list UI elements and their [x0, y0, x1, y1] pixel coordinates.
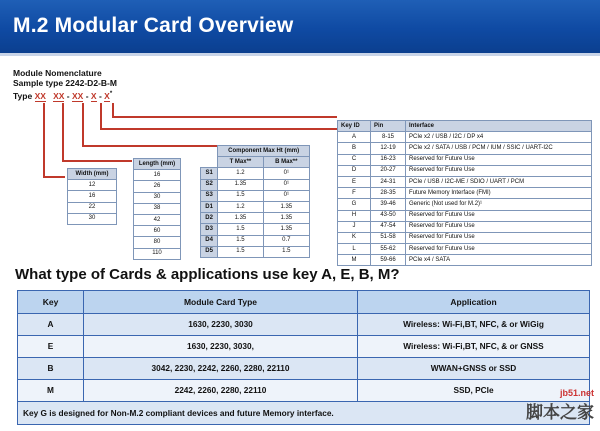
key-cell: E: [18, 336, 84, 358]
b-max-value: 1.35: [263, 201, 309, 212]
watermark-name: 脚本之家: [526, 403, 594, 422]
connector-key2-h: [112, 116, 337, 118]
pin-range: 47-54: [371, 221, 406, 232]
connector-component-v: [82, 103, 84, 146]
key-id: M: [338, 255, 371, 266]
connector-key1-v: [100, 103, 102, 129]
key-id: F: [338, 188, 371, 199]
component-id: D1: [201, 201, 218, 212]
length-value: 42: [134, 214, 181, 225]
key-id: B: [338, 143, 371, 154]
type-separator: -: [85, 91, 91, 101]
card-type-cell: 3042, 2230, 2242, 2260, 2280, 22110: [84, 358, 358, 380]
pin-range: 59-66: [371, 255, 406, 266]
type-separator: -: [66, 91, 72, 101]
key-id: E: [338, 176, 371, 187]
length-value: 60: [134, 226, 181, 237]
connector-width-v: [43, 103, 45, 177]
pin-header: Pin: [371, 121, 406, 132]
t-max-value: 1.5: [218, 246, 263, 257]
pin-range: 28-35: [371, 188, 406, 199]
interface: Reserved for Future Use: [406, 244, 592, 255]
card-type-cell: 1630, 2230, 3030: [84, 314, 358, 336]
t-max-value: 1.5: [218, 224, 263, 235]
key-id: H: [338, 210, 371, 221]
length-value: 30: [134, 192, 181, 203]
blank-cell: [201, 157, 218, 168]
connector-key2-v: [112, 103, 114, 117]
component-id: S3: [201, 190, 218, 201]
nomenclature-title: Module Nomenclature: [13, 68, 102, 78]
key-cell: B: [18, 358, 84, 380]
width-header: Width (mm): [68, 169, 117, 180]
interface: PCIe x2 / SATA / USB / PCM / IUM / SSIC / UART-I2C: [406, 143, 592, 154]
component-id: D3: [201, 224, 218, 235]
interface: Reserved for Future Use: [406, 165, 592, 176]
watermark-url: jb51.net: [559, 388, 594, 398]
pin-range: 43-50: [371, 210, 406, 221]
t-max-value: 1.35: [218, 213, 263, 224]
width-value: 12: [68, 180, 117, 191]
type-segment-key2: X: [104, 91, 110, 101]
type-segment-component: XX: [71, 91, 84, 101]
type-label: Type: [13, 91, 33, 101]
b-max-value: 1.35: [263, 213, 309, 224]
site-watermark: [526, 388, 594, 423]
width-value: 22: [68, 202, 117, 213]
key-cell: A: [18, 314, 84, 336]
pin-range: 8-15: [371, 132, 406, 143]
key-id-table: [337, 120, 592, 266]
key-id: G: [338, 199, 371, 210]
component-id: D5: [201, 246, 218, 257]
application-cell: Wireless: Wi-Fi,BT, NFC, & or GNSS: [358, 336, 590, 358]
t-max-header: T Max**: [218, 157, 263, 168]
interface: Reserved for Future Use: [406, 232, 592, 243]
pin-range: 12-19: [371, 143, 406, 154]
key-id: D: [338, 165, 371, 176]
type-segment-width: XX: [34, 91, 46, 101]
key-id: A: [338, 132, 371, 143]
component-id: S1: [201, 168, 218, 179]
t-max-value: 1.5: [218, 190, 263, 201]
section-question: What type of Cards & applications use key A, E, B, M?: [15, 266, 400, 283]
b-max-value: 0¹: [263, 179, 309, 190]
component-id: D2: [201, 213, 218, 224]
b-max-value: 0¹: [263, 190, 309, 201]
key-id: J: [338, 221, 371, 232]
connector-length-h: [62, 160, 132, 162]
interface-header: Interface: [406, 121, 592, 132]
t-max-value: 1.35: [218, 179, 263, 190]
interface: Future Memory Interface (FMI): [406, 188, 592, 199]
card-type-cell: 1630, 2230, 3030,: [84, 336, 358, 358]
application-cell: WWAN+GNSS or SSD: [358, 358, 590, 380]
length-value: 38: [134, 203, 181, 214]
type-segment-length: XX: [53, 91, 65, 101]
component-group-header: Component Max Ht (mm): [218, 146, 310, 157]
header-divider: [0, 53, 600, 56]
blank-cell: [201, 146, 218, 157]
key-id-header: Key ID: [338, 121, 371, 132]
key-cell: M: [18, 380, 84, 402]
pin-range: 39-46: [371, 199, 406, 210]
pin-range: 51-58: [371, 232, 406, 243]
interface: PCIe / USB / I2C-ME / SDIO / UART / PCM: [406, 176, 592, 187]
key-id: C: [338, 154, 371, 165]
length-value: 80: [134, 237, 181, 248]
length-table: [133, 158, 181, 260]
b-max-header: B Max**: [263, 157, 309, 168]
type-separator: [48, 91, 50, 101]
component-id: D4: [201, 235, 218, 246]
application-column-header: Application: [358, 291, 590, 314]
length-header: Length (mm): [134, 159, 181, 170]
type-separator: -: [98, 91, 105, 101]
b-max-value: 0.7: [263, 235, 309, 246]
card-type-column-header: Module Card Type: [84, 291, 358, 314]
type-asterisk: *: [109, 91, 113, 98]
interface: Generic (Not used for M.2)¹: [406, 199, 592, 210]
connector-key1-h: [100, 128, 337, 130]
key-id: L: [338, 244, 371, 255]
width-value: 16: [68, 191, 117, 202]
length-value: 110: [134, 248, 181, 259]
t-max-value: 1.2: [218, 168, 263, 179]
component-height-table: [200, 145, 310, 258]
b-max-value: 1.35: [263, 224, 309, 235]
interface: Reserved for Future Use: [406, 210, 592, 221]
type-code: [13, 91, 112, 101]
pin-range: 16-23: [371, 154, 406, 165]
key-application-table: [17, 290, 590, 425]
type-segment-key1: X: [90, 91, 97, 101]
key-column-header: Key: [18, 291, 84, 314]
pin-range: 20-27: [371, 165, 406, 176]
length-value: 26: [134, 181, 181, 192]
card-type-cell: 2242, 2260, 2280, 22110: [84, 380, 358, 402]
key-g-note: Key G is designed for Non-M.2 compliant devices and future Memory interface.: [18, 402, 590, 425]
nomenclature-sample: Sample type 2242-D2-B-M: [13, 77, 117, 88]
width-value: 30: [68, 213, 117, 224]
t-max-value: 1.2: [218, 201, 263, 212]
length-value: 16: [134, 170, 181, 181]
t-max-value: 1.5: [218, 235, 263, 246]
interface: PCIe x4 / SATA: [406, 255, 592, 266]
width-table: [67, 168, 117, 225]
application-cell: SSD, PCIe: [358, 380, 590, 402]
pin-range: 24-31: [371, 176, 406, 187]
component-id: S2: [201, 179, 218, 190]
b-max-value: 0¹: [263, 168, 309, 179]
pin-range: 55-62: [371, 244, 406, 255]
page-title: M.2 Modular Card Overview: [13, 14, 294, 37]
connector-length-v: [62, 103, 64, 161]
key-id: K: [338, 232, 371, 243]
connector-width-h: [43, 176, 65, 178]
interface: PCIe x2 / USB / I2C / DP x4: [406, 132, 592, 143]
application-cell: Wireless: Wi-Fi,BT, NFC, & or WiGig: [358, 314, 590, 336]
interface: Reserved for Future Use: [406, 154, 592, 165]
title-bar: [0, 0, 600, 53]
b-max-value: 1.5: [263, 246, 309, 257]
interface: Reserved for Future Use: [406, 221, 592, 232]
nomenclature-heading: [13, 69, 117, 88]
